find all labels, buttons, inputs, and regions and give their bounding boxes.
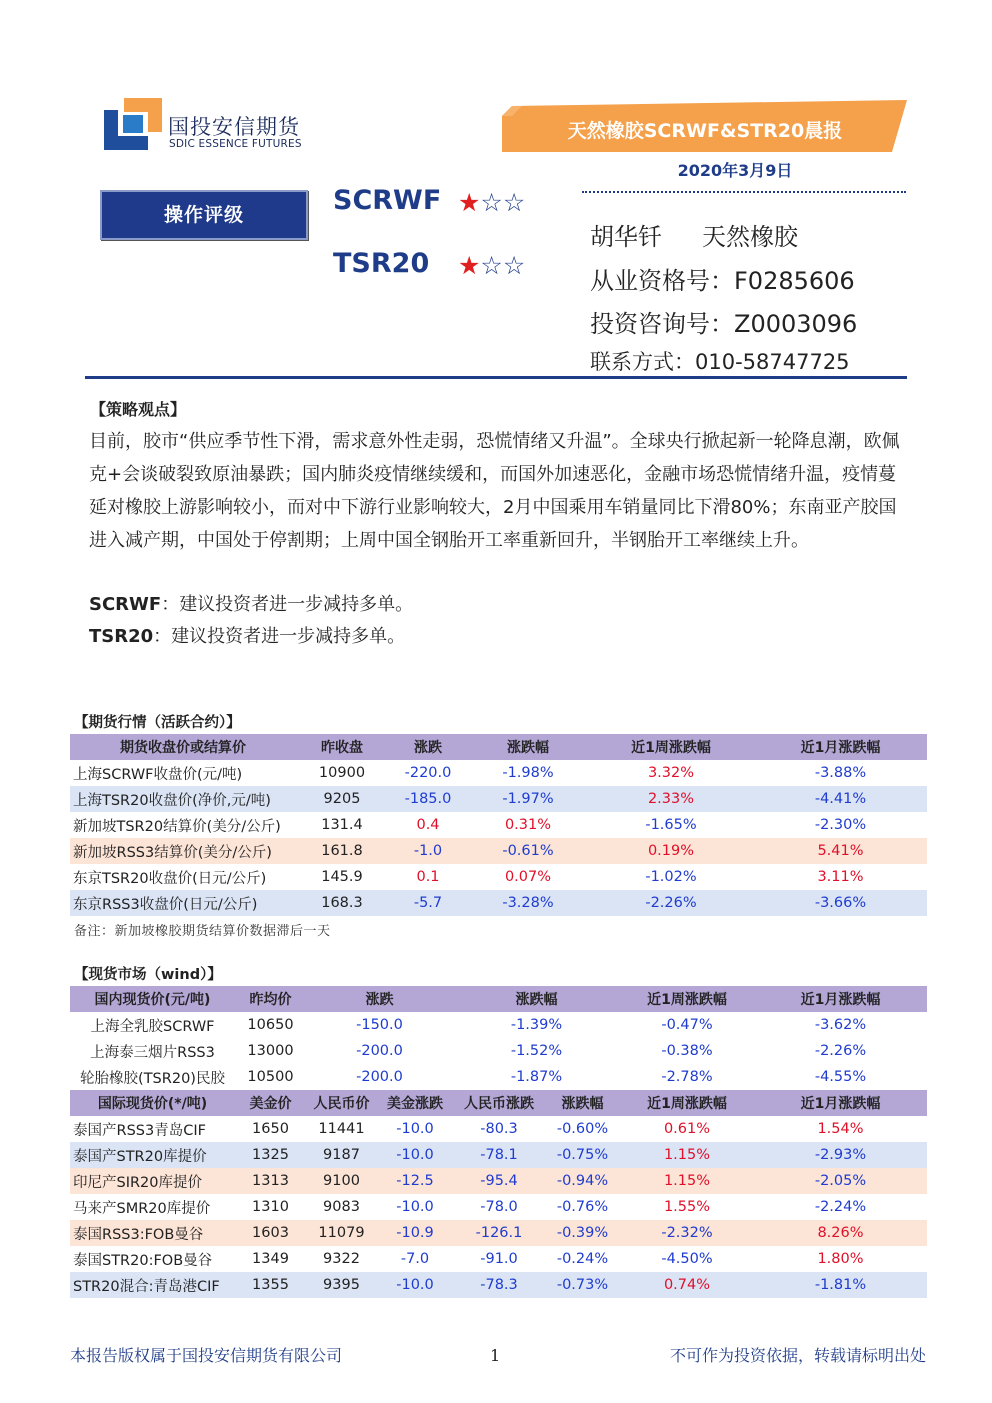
report-date: 2020年3月9日 — [677, 161, 793, 180]
col-header: 近1周涨跌幅 — [588, 734, 754, 760]
domestic-header-row — [70, 986, 927, 1012]
star-empty-icon: ☆ — [502, 188, 526, 217]
col-header: 昨收盘 — [296, 734, 388, 760]
analyst-name: 胡华钎 — [590, 223, 662, 251]
star-filled-icon: ★ — [458, 188, 481, 217]
table-row: 上海TSR20收盘价(净价,元/吨) 9205 -185.0 -1.97% 2.33% -4.41% — [70, 786, 927, 812]
dotted-divider — [582, 191, 906, 193]
col-header: 涨跌 — [306, 986, 453, 1012]
company-name-en: SDIC ESSENCE FUTURES — [169, 138, 302, 150]
table-row: 马来产SMR20库提价 1310 9083 -10.0 -78.0 -0.76% 1.55% -2.24% — [70, 1194, 927, 1220]
table-row: 泰国产RSS3青岛CIF 1650 11441 -10.0 -80.3 -0.60% 0.61% 1.54% — [70, 1116, 927, 1142]
col-header: 近1月涨跌幅 — [754, 1090, 927, 1116]
analyst-name-line — [590, 217, 798, 252]
star-empty-icon: ☆ — [480, 188, 503, 217]
table-row: 新加坡RSS3结算价(美分/公斤) 161.8 -1.0 -0.61% 0.19% 5.41% — [70, 838, 927, 864]
rating-stars-scrwf — [458, 188, 525, 217]
col-header: 涨跌幅 — [468, 734, 588, 760]
star-empty-icon: ☆ — [480, 251, 503, 280]
col-header: 昨均价 — [235, 986, 306, 1012]
analyst-qualification: 从业资格号：F0285606 — [590, 267, 855, 295]
header-rule — [85, 376, 907, 379]
analyst-field: 天然橡胶 — [702, 223, 798, 251]
col-header: 人民币涨跌 — [453, 1090, 545, 1116]
advice-text: 建议投资者进一步减持多单。 — [179, 594, 414, 615]
strategy-title: 【策略观点】 — [90, 400, 187, 419]
footer-disclaimer: 不可作为投资依据，转载请标明出处 — [669, 1346, 926, 1365]
futures-note: 备注：新加坡橡胶期货结算价数据滞后一天 — [74, 924, 331, 939]
analyst-consult-id: 投资咨询号：Z0003096 — [590, 310, 858, 338]
table-row: STR20混合:青岛港CIF 1355 9395 -10.0 -78.3 -0.73% 0.74% -1.81% — [70, 1272, 927, 1298]
rating-stars-tsr20 — [458, 251, 525, 280]
company-logo-icon — [104, 98, 162, 150]
advice-label: TSR20 — [89, 626, 154, 647]
spot-table — [70, 986, 927, 1298]
futures-table — [70, 734, 927, 916]
advice-tsr20: TSR20：建议投资者进一步减持多单。 — [89, 626, 406, 647]
col-header: 期货收盘价或结算价 — [70, 734, 296, 760]
col-header: 近1月涨跌幅 — [754, 734, 927, 760]
table-row: 轮胎橡胶(TSR20)民胶 10500 -200.0 -1.87% -2.78% -4.55% — [70, 1064, 927, 1090]
advice-scrwf: SCRWF：建议投资者进一步减持多单。 — [89, 594, 414, 615]
rating-label: 操作评级 — [100, 190, 308, 240]
intl-header-row — [70, 1090, 927, 1116]
table-row: 上海SCRWF收盘价(元/吨) 10900 -220.0 -1.98% 3.32% -3.88% — [70, 760, 927, 786]
col-header: 涨跌 — [388, 734, 468, 760]
col-header: 近1周涨跌幅 — [620, 1090, 754, 1116]
table-row: 印尼产SIR20库提价 1313 9100 -12.5 -95.4 -0.94% 1.15% -2.05% — [70, 1168, 927, 1194]
advice-text: 建议投资者进一步减持多单。 — [171, 626, 406, 647]
advice-label: SCRWF — [89, 594, 162, 615]
company-name-cn: 国投安信期货 — [168, 115, 300, 139]
page-number: 1 — [490, 1346, 501, 1365]
star-filled-icon: ★ — [458, 251, 481, 280]
table-row: 新加坡TSR20结算价(美分/公斤) 131.4 0.4 0.31% -1.65% -2.30% — [70, 812, 927, 838]
footer-copyright: 本报告版权属于国投安信期货有限公司 — [70, 1346, 343, 1365]
table-row: 泰国产STR20库提价 1325 9187 -10.0 -78.1 -0.75% 1.15% -2.93% — [70, 1142, 927, 1168]
col-header: 国际现货价(*/吨) — [70, 1090, 235, 1116]
table-row: 上海泰三烟片RSS3 13000 -200.0 -1.52% -0.38% -2.26% — [70, 1038, 927, 1064]
rating-product-name: TSR20 — [333, 248, 430, 279]
analyst-contact: 联系方式：010-58747725 — [590, 350, 850, 374]
report-title: 天然橡胶SCRWF&STR20晨报 — [567, 120, 843, 142]
col-header: 美金价 — [235, 1090, 306, 1116]
star-empty-icon: ☆ — [502, 251, 526, 280]
col-header: 人民币价 — [306, 1090, 377, 1116]
table-row: 东京TSR20收盘价(日元/公斤) 145.9 0.1 0.07% -1.02% 3.11% — [70, 864, 927, 890]
col-header: 近1月涨跌幅 — [754, 986, 927, 1012]
col-header: 国内现货价(元/吨) — [70, 986, 235, 1012]
table-row: 泰国STR20:FOB曼谷 1349 9322 -7.0 -91.0 -0.24% -4.50% 1.80% — [70, 1246, 927, 1272]
table-row: 东京RSS3收盘价(日元/公斤) 168.3 -5.7 -3.28% -2.26% -3.66% — [70, 890, 927, 916]
table-row: 上海全乳胶SCRWF 10650 -150.0 -1.39% -0.47% -3.62% — [70, 1012, 927, 1038]
strategy-body: 目前，胶市“供应季节性下滑，需求意外性走弱，恐慌情绪又升温”。全球央行掀起新一轮降息潮，欧佩克+会谈破裂致原油暴跌；国内肺炎疫情继续缓和，而国外加速恶化，金融市场恐慌情绪升温，疫情蔓延对橡胶上游影响较小，而对中下游行业影响较大，2月中国乘用车销量同比下滑80%；东南亚产胶国进入减产期，中国处于停割期；上周中国全钢胎开工率重新回升，半钢胎开工率继续上升。 — [89, 431, 900, 551]
col-header: 涨跌幅 — [453, 986, 620, 1012]
col-header: 涨跌幅 — [545, 1090, 620, 1116]
col-header: 美金涨跌 — [377, 1090, 453, 1116]
rating-product-name: SCRWF — [333, 185, 442, 216]
spot-table-title: 【现货市场（wind）】 — [74, 967, 222, 983]
futures-header-row — [70, 734, 927, 760]
col-header: 近1周涨跌幅 — [620, 986, 754, 1012]
futures-table-title: 【期货行情（活跃合约）】 — [74, 715, 241, 731]
table-row: 泰国RSS3:FOB曼谷 1603 11079 -10.9 -126.1 -0.39% -2.32% 8.26% — [70, 1220, 927, 1246]
